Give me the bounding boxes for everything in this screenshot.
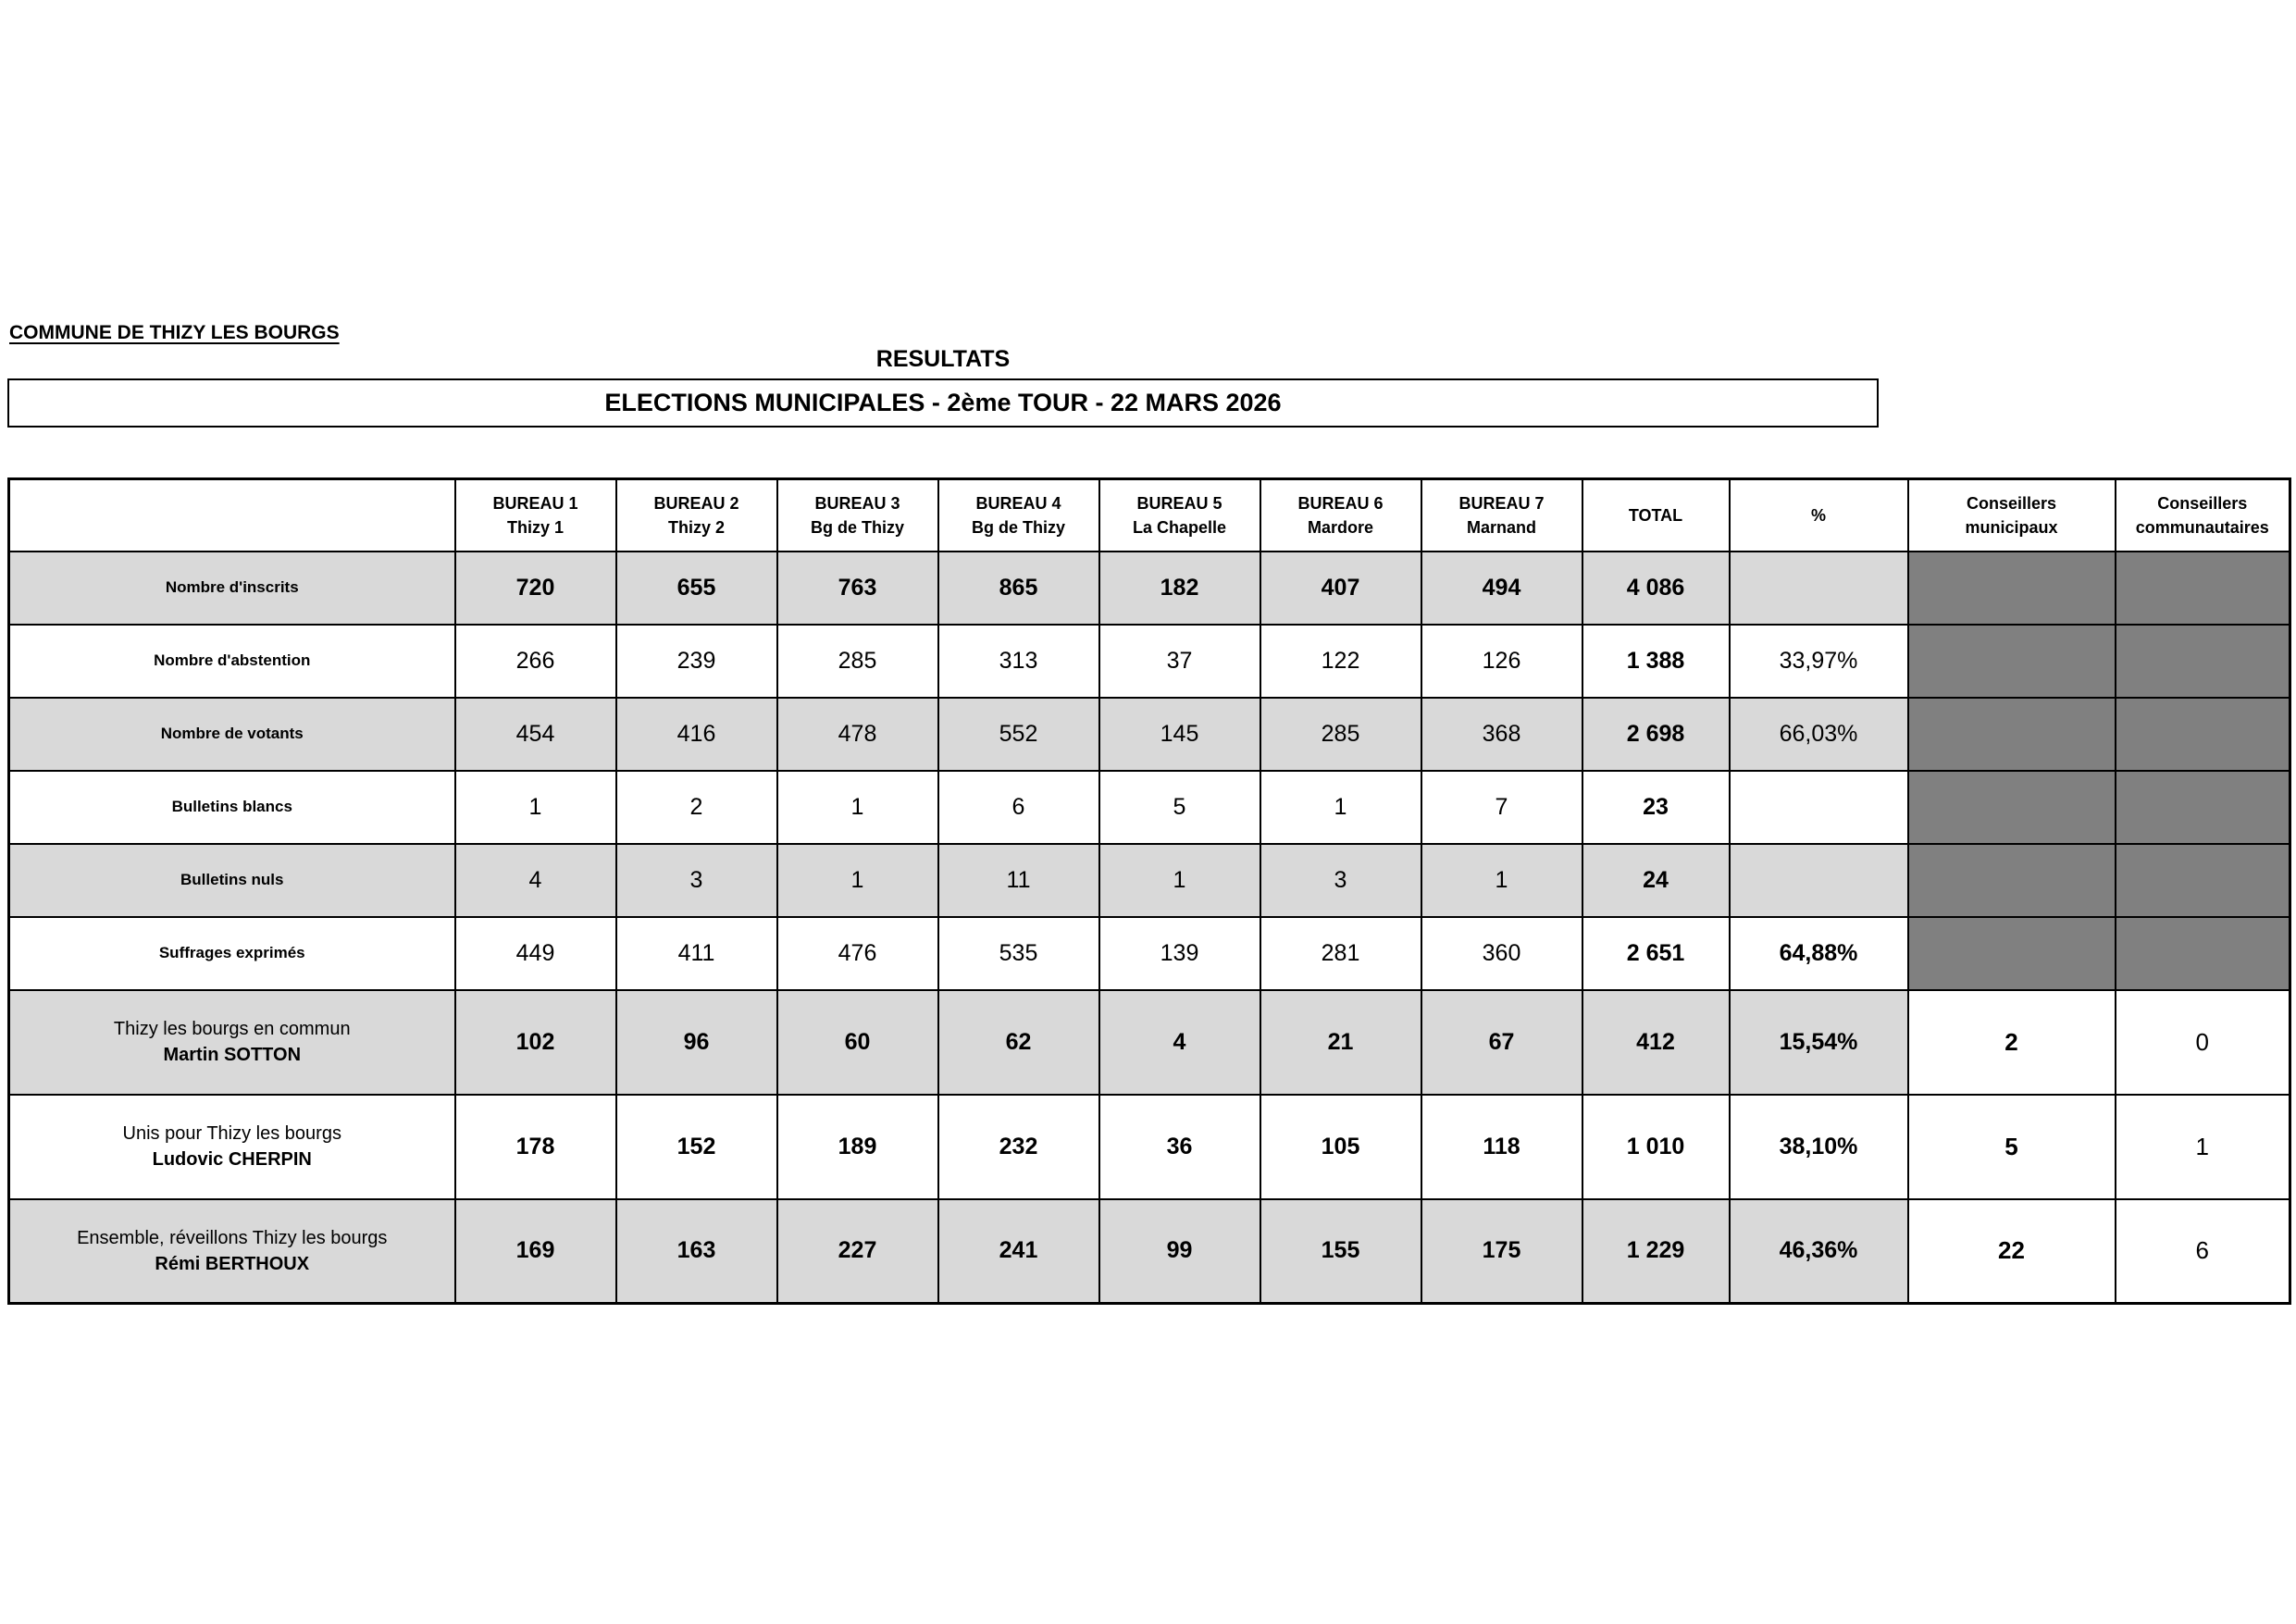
header-percent (1730, 479, 1908, 552)
value-cell: 239 (616, 625, 777, 698)
value-cell: 449 (455, 917, 616, 990)
header-line1: Conseillers (2157, 493, 2248, 513)
row-suffrages-exprimes (9, 917, 2290, 990)
header-bureau-2 (616, 479, 777, 552)
candidate-name: Ludovic CHERPIN (152, 1149, 312, 1170)
row-label: Nombre de votants (9, 698, 455, 771)
value-cell: 1 (455, 771, 616, 844)
row-bulletins-blancs (9, 771, 2290, 844)
candidate-list-name: Unis pour Thizy les bourgs (122, 1123, 341, 1144)
value-cell: 763 (777, 552, 938, 625)
value-cell: 5 (1099, 771, 1260, 844)
header-line2: Thizy 1 (506, 517, 564, 537)
header-row (9, 479, 2290, 552)
value-cell: 407 (1260, 552, 1421, 625)
header-line1: BUREAU 5 (1136, 493, 1222, 513)
header-bureau-4 (938, 479, 1099, 552)
value-cell: 96 (616, 990, 777, 1095)
percent-cell: 15,54% (1730, 990, 1908, 1095)
value-cell: 720 (455, 552, 616, 625)
communautaires-cell: 1 (2116, 1095, 2290, 1199)
communautaires-cell: 6 (2116, 1199, 2290, 1304)
value-cell: 454 (455, 698, 616, 771)
value-cell: 552 (938, 698, 1099, 771)
total-cell: 2 698 (1582, 698, 1730, 771)
value-cell: 865 (938, 552, 1099, 625)
value-cell: 416 (616, 698, 777, 771)
value-cell: 62 (938, 990, 1099, 1095)
header-line1: BUREAU 2 (653, 493, 739, 513)
municipaux-cell: 2 (1908, 990, 2116, 1095)
value-cell: 99 (1099, 1199, 1260, 1304)
blocked-cell (2116, 844, 2290, 917)
total-cell: 4 086 (1582, 552, 1730, 625)
total-cell: 23 (1582, 771, 1730, 844)
candidate-label (9, 1095, 455, 1199)
candidate-name: Martin SOTTON (163, 1045, 302, 1065)
value-cell: 67 (1421, 990, 1582, 1095)
header-conseillers-communautaires (2116, 479, 2290, 552)
value-cell: 285 (1260, 698, 1421, 771)
value-cell: 281 (1260, 917, 1421, 990)
total-cell: 24 (1582, 844, 1730, 917)
header-total (1582, 479, 1730, 552)
header-line2: La Chapelle (1132, 517, 1227, 537)
blocked-cell (2116, 552, 2290, 625)
blocked-cell (1908, 917, 2116, 990)
election-title-box (7, 378, 1879, 428)
value-cell: 266 (455, 625, 616, 698)
header-line2: Mardore (1307, 517, 1373, 537)
value-cell: 1 (1099, 844, 1260, 917)
header-line2: Bg de Thizy (971, 517, 1065, 537)
value-cell: 182 (1099, 552, 1260, 625)
value-cell: 163 (616, 1199, 777, 1304)
header-bureau-1 (455, 479, 616, 552)
percent-cell: 38,10% (1730, 1095, 1908, 1199)
value-cell: 368 (1421, 698, 1582, 771)
value-cell: 189 (777, 1095, 938, 1199)
value-cell: 155 (1260, 1199, 1421, 1304)
header-bureau-6 (1260, 479, 1421, 552)
value-cell: 4 (1099, 990, 1260, 1095)
row-nombre-votants (9, 698, 2290, 771)
value-cell: 152 (616, 1095, 777, 1199)
communautaires-cell: 0 (2116, 990, 2290, 1095)
value-cell: 4 (455, 844, 616, 917)
value-cell: 169 (455, 1199, 616, 1304)
value-cell: 241 (938, 1199, 1099, 1304)
percent-cell (1730, 844, 1908, 917)
value-cell: 494 (1421, 552, 1582, 625)
blocked-cell (2116, 771, 2290, 844)
value-cell: 122 (1260, 625, 1421, 698)
header-line1: BUREAU 3 (814, 493, 900, 513)
total-cell: 412 (1582, 990, 1730, 1095)
value-cell: 102 (455, 990, 616, 1095)
value-cell: 126 (1421, 625, 1582, 698)
percent-cell: 64,88% (1730, 917, 1908, 990)
candidate-label (9, 990, 455, 1095)
row-bulletins-nuls (9, 844, 2290, 917)
value-cell: 2 (616, 771, 777, 844)
value-cell: 7 (1421, 771, 1582, 844)
header-line1: BUREAU 1 (492, 493, 578, 513)
row-candidate-cherpin (9, 1095, 2290, 1199)
row-nombre-inscrits (9, 552, 2290, 625)
blocked-cell (1908, 552, 2116, 625)
value-cell: 139 (1099, 917, 1260, 990)
value-cell: 175 (1421, 1199, 1582, 1304)
header-line1: % (1810, 505, 1826, 525)
value-cell: 118 (1421, 1095, 1582, 1199)
municipaux-cell: 5 (1908, 1095, 2116, 1199)
header-line1: Conseillers (1966, 493, 2057, 513)
total-cell: 2 651 (1582, 917, 1730, 990)
header-line1: BUREAU 7 (1458, 493, 1545, 513)
candidate-label (9, 1199, 455, 1304)
value-cell: 478 (777, 698, 938, 771)
header-line2: Marnand (1466, 517, 1536, 537)
candidate-list-name: Thizy les bourgs en commun (113, 1019, 351, 1039)
value-cell: 411 (616, 917, 777, 990)
header-bureau-5 (1099, 479, 1260, 552)
value-cell: 145 (1099, 698, 1260, 771)
blocked-cell (1908, 625, 2116, 698)
value-cell: 313 (938, 625, 1099, 698)
total-cell: 1 388 (1582, 625, 1730, 698)
blocked-cell (2116, 625, 2290, 698)
header-empty-cell (9, 479, 455, 552)
value-cell: 1 (1421, 844, 1582, 917)
value-cell: 227 (777, 1199, 938, 1304)
percent-cell: 33,97% (1730, 625, 1908, 698)
election-title: ELECTIONS MUNICIPALES - 2ème TOUR - 22 MARS 2026 (604, 389, 1282, 416)
value-cell: 60 (777, 990, 938, 1095)
value-cell: 1 (1260, 771, 1421, 844)
value-cell: 1 (777, 844, 938, 917)
value-cell: 21 (1260, 990, 1421, 1095)
header-line1: BUREAU 4 (975, 493, 1061, 513)
header-line2: Thizy 2 (667, 517, 725, 537)
percent-cell (1730, 771, 1908, 844)
header-line2: communautaires (2135, 517, 2269, 537)
header-line1: TOTAL (1628, 505, 1683, 525)
blocked-cell (2116, 917, 2290, 990)
blocked-cell (2116, 698, 2290, 771)
row-label: Bulletins nuls (9, 844, 455, 917)
blocked-cell (1908, 844, 2116, 917)
results-table (7, 477, 2291, 1305)
blocked-cell (1908, 771, 2116, 844)
value-cell: 655 (616, 552, 777, 625)
value-cell: 36 (1099, 1095, 1260, 1199)
total-cell: 1 229 (1582, 1199, 1730, 1304)
value-cell: 535 (938, 917, 1099, 990)
candidate-list-name: Ensemble, réveillons Thizy les bourgs (77, 1227, 388, 1248)
value-cell: 285 (777, 625, 938, 698)
row-label: Suffrages exprimés (9, 917, 455, 990)
header-line2: Bg de Thizy (810, 517, 904, 537)
header-conseillers-municipaux (1908, 479, 2116, 552)
row-label: Nombre d'abstention (9, 625, 455, 698)
percent-cell: 46,36% (1730, 1199, 1908, 1304)
header-line1: BUREAU 6 (1297, 493, 1384, 513)
blocked-cell (1908, 698, 2116, 771)
row-nombre-abstention (9, 625, 2290, 698)
value-cell: 37 (1099, 625, 1260, 698)
candidate-name: Rémi BERTHOUX (155, 1253, 310, 1274)
percent-cell (1730, 552, 1908, 625)
total-cell: 1 010 (1582, 1095, 1730, 1199)
row-label: Nombre d'inscrits (9, 552, 455, 625)
percent-cell: 66,03% (1730, 698, 1908, 771)
row-label: Bulletins blancs (9, 771, 455, 844)
value-cell: 232 (938, 1095, 1099, 1199)
value-cell: 178 (455, 1095, 616, 1199)
value-cell: 1 (777, 771, 938, 844)
row-candidate-sotton (9, 990, 2290, 1095)
municipaux-cell: 22 (1908, 1199, 2116, 1304)
value-cell: 6 (938, 771, 1099, 844)
value-cell: 105 (1260, 1095, 1421, 1199)
value-cell: 476 (777, 917, 938, 990)
commune-label: COMMUNE DE THIZY LES BOURGS (9, 322, 340, 343)
value-cell: 3 (616, 844, 777, 917)
header-bureau-3 (777, 479, 938, 552)
row-candidate-berthoux (9, 1199, 2290, 1304)
results-heading: RESULTATS (875, 346, 1011, 372)
value-cell: 11 (938, 844, 1099, 917)
header-line2: municipaux (1965, 517, 2058, 537)
header-bureau-7 (1421, 479, 1582, 552)
value-cell: 3 (1260, 844, 1421, 917)
value-cell: 360 (1421, 917, 1582, 990)
